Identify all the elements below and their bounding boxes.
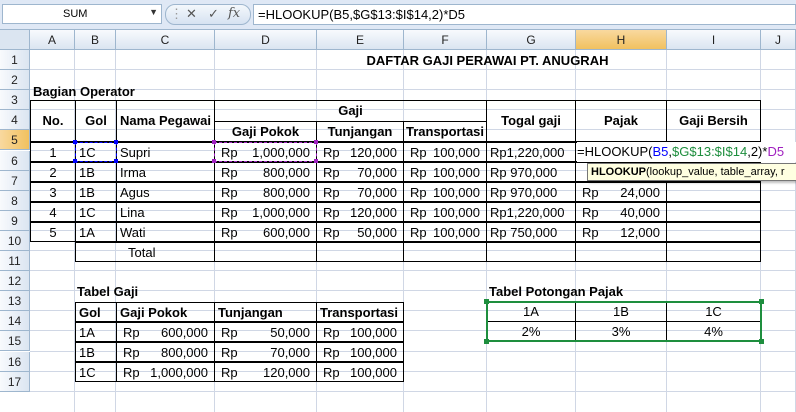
currency-label: Rp: [410, 145, 427, 160]
cell-transportasi[interactable]: [403, 142, 487, 162]
formula-bar: [0, 0, 796, 30]
currency-label: Rp: [323, 225, 340, 240]
cell-no[interactable]: 3: [30, 182, 76, 202]
currency-label: Rp: [221, 225, 238, 240]
cell-pajak[interactable]: [575, 182, 667, 202]
currency-label: Rp: [123, 345, 140, 360]
tooltip-function-name[interactable]: HLOOKUP: [591, 166, 646, 178]
amount: 70,000: [357, 185, 397, 200]
cell-bersih[interactable]: [666, 222, 761, 242]
total-pajak[interactable]: [575, 242, 667, 262]
ref-handle[interactable]: [314, 159, 318, 163]
currency-label: Rp: [221, 145, 238, 160]
currency-label: Rp: [123, 325, 140, 340]
column-header-j[interactable]: J: [761, 30, 796, 50]
cell-tunjangan[interactable]: [316, 182, 404, 202]
tooltip-args: (lookup_value, table_array, r: [646, 166, 785, 178]
tabel-gaji-title[interactable]: Tabel Gaji: [77, 284, 139, 299]
total-tunjangan[interactable]: [316, 242, 404, 262]
cell-gol[interactable]: 1C: [75, 202, 117, 222]
enter-icon[interactable]: ✓: [208, 6, 219, 21]
tabel-gaji-cell[interactable]: [116, 342, 215, 362]
column-header-b[interactable]: B: [75, 30, 116, 50]
cell-nama[interactable]: Lina: [116, 202, 215, 222]
header-nama[interactable]: Nama Pegawai: [116, 100, 215, 142]
header-transportasi[interactable]: Transportasi: [403, 121, 487, 142]
amount: 1,000,000: [252, 145, 310, 160]
row-header-1[interactable]: 1: [0, 50, 30, 70]
row-header-5[interactable]: 5: [0, 130, 30, 150]
amount: 120,000: [350, 205, 397, 220]
amount: 50,000: [357, 225, 397, 240]
header-no[interactable]: No.: [30, 100, 76, 142]
tabel-gaji-cell[interactable]: 1B: [75, 342, 117, 362]
row-header-17[interactable]: 17: [0, 372, 30, 392]
range-highlight: [486, 301, 762, 342]
ref-highlight-b5: [75, 142, 117, 162]
range-handle[interactable]: [759, 299, 764, 304]
amount: 1,000,000: [150, 365, 208, 380]
amount: 70,000: [357, 165, 397, 180]
cell-no[interactable]: 4: [30, 202, 76, 222]
formula-sep: ,: [668, 144, 673, 159]
amount: 70,000: [270, 345, 310, 360]
cell-no[interactable]: 5: [30, 222, 76, 242]
cell-gaji-pokok[interactable]: [214, 162, 317, 182]
currency-label: Rp: [323, 185, 340, 200]
header-total-gaji[interactable]: Togal gaji: [486, 100, 576, 142]
row-header-16[interactable]: 16: [0, 352, 30, 372]
tabel-pajak-rate[interactable]: 4%: [667, 322, 761, 342]
currency-label: Rp: [123, 365, 140, 380]
currency-label: Rp: [221, 205, 238, 220]
formula-mid: ,2)*: [747, 144, 768, 159]
row-header-15[interactable]: 15: [0, 331, 30, 351]
cell-transportasi[interactable]: [403, 182, 487, 202]
tabel-gaji-header[interactable]: Gaji Pokok: [116, 302, 215, 322]
tabel-gaji-cell[interactable]: [214, 342, 317, 362]
chevron-down-icon[interactable]: ▼: [149, 7, 158, 17]
cell-gol[interactable]: 1A: [75, 222, 117, 242]
amount: 40,000: [620, 205, 660, 220]
total-total-gaji[interactable]: [486, 242, 576, 262]
total-label[interactable]: Total: [75, 242, 215, 262]
amount: 120,000: [263, 365, 310, 380]
header-gol[interactable]: Gol: [75, 100, 117, 142]
formula-ref-d5: D5: [767, 144, 785, 159]
column-header-a[interactable]: A: [30, 30, 75, 50]
name-box-value: SUM: [63, 8, 88, 20]
cell-tunjangan[interactable]: [316, 162, 404, 182]
row-header-2[interactable]: 2: [0, 70, 30, 90]
row-header-8[interactable]: 8: [0, 191, 30, 211]
row-header-6[interactable]: 6: [0, 151, 30, 171]
amount: 100,000: [433, 165, 480, 180]
amount: 800,000: [161, 345, 208, 360]
amount: 100,000: [433, 185, 480, 200]
currency-label: Rp: [221, 165, 238, 180]
cell-nama[interactable]: Wati: [116, 222, 215, 242]
column-header-h[interactable]: H: [576, 30, 667, 50]
ref-highlight-d5: [214, 142, 317, 162]
currency-label: Rp: [323, 205, 340, 220]
currency-label: Rp: [221, 365, 238, 380]
formula-input[interactable]: =HLOOKUP(B5,$G$13:$I$14,2)*D5: [253, 4, 796, 25]
currency-label: Rp: [323, 145, 340, 160]
row-header-13[interactable]: 13: [0, 291, 30, 311]
total-gaji-bersih[interactable]: [666, 242, 761, 262]
tabel-gaji-header[interactable]: Transportasi: [316, 302, 404, 322]
currency-label: Rp: [323, 165, 340, 180]
tabel-pajak-gol[interactable]: 1A: [487, 302, 576, 322]
header-gaji-pokok[interactable]: Gaji Pokok: [214, 121, 317, 142]
header-gaji-bersih[interactable]: Gaji Bersih: [666, 100, 761, 142]
ref-handle[interactable]: [212, 159, 216, 163]
amount: 120,000: [350, 145, 397, 160]
cell-tunjangan[interactable]: [316, 222, 404, 242]
select-all-corner[interactable]: [0, 30, 30, 50]
cell-nama[interactable]: Agus: [116, 182, 215, 202]
formula-prefix: =HLOOKUP(: [577, 144, 653, 159]
cell-transportasi[interactable]: [403, 202, 487, 222]
cell-nama[interactable]: Irma: [116, 162, 215, 182]
currency-label: Rp: [410, 165, 427, 180]
column-header-c[interactable]: C: [116, 30, 215, 50]
formula-buttons: [165, 4, 251, 25]
tabel-pajak-gol[interactable]: 1B: [576, 302, 667, 322]
amount: 100,000: [350, 365, 397, 380]
amount: 100,000: [433, 225, 480, 240]
row-header-9[interactable]: 9: [0, 211, 30, 231]
row-header-12[interactable]: 12: [0, 271, 30, 291]
currency-label: Rp: [221, 185, 238, 200]
amount: 24,000: [620, 185, 660, 200]
row-header-11[interactable]: 11: [0, 251, 30, 271]
tabel-gaji-cell[interactable]: [214, 362, 317, 382]
currency-label: Rp: [410, 225, 427, 240]
column-header-d[interactable]: D: [215, 30, 317, 50]
grip-icon: ⋮: [170, 6, 183, 21]
currency-label: Rp: [582, 205, 599, 220]
amount: 800,000: [263, 165, 310, 180]
cell-tunjangan[interactable]: [316, 142, 404, 162]
column-header-g[interactable]: G: [487, 30, 576, 50]
currency-label: Rp: [323, 365, 340, 380]
currency-label: Rp: [582, 225, 599, 240]
formula-ref-range: $G$13:$I$14: [672, 144, 748, 159]
cell-tunjangan[interactable]: [316, 202, 404, 222]
insert-function-icon[interactable]: fx: [228, 6, 241, 21]
tabel-gaji-cell[interactable]: [316, 322, 404, 342]
tabel-gaji-cell[interactable]: 1C: [75, 362, 117, 382]
amount: 100,000: [433, 205, 480, 220]
header-tunjangan[interactable]: Tunjangan: [316, 121, 404, 142]
gridline: [30, 391, 796, 392]
tabel-pajak-rate[interactable]: 2%: [487, 322, 576, 342]
cell-total[interactable]: Rp 750,000: [486, 222, 576, 242]
currency-label: Rp: [221, 345, 238, 360]
tabel-gaji-cell[interactable]: [116, 322, 215, 342]
function-tooltip[interactable]: [587, 163, 796, 181]
total-transportasi[interactable]: [403, 242, 487, 262]
currency-label: Rp: [410, 205, 427, 220]
tabel-gaji-header[interactable]: Gol: [75, 302, 117, 322]
tabel-gaji-cell[interactable]: [116, 362, 215, 382]
column-header-i[interactable]: I: [667, 30, 761, 50]
cell-total[interactable]: Rp 970,000: [486, 162, 576, 182]
cell-total[interactable]: Rp1,220,000: [486, 202, 576, 222]
cell-gaji-pokok[interactable]: [214, 202, 317, 222]
row-header-14[interactable]: 14: [0, 311, 30, 331]
amount: 600,000: [161, 325, 208, 340]
row-header-10[interactable]: 10: [0, 231, 30, 251]
cell-pajak[interactable]: [575, 222, 667, 242]
currency-label: Rp: [410, 185, 427, 200]
amount: 12,000: [620, 225, 660, 240]
total-gaji-pokok[interactable]: [214, 242, 317, 262]
tabel-gaji-cell[interactable]: 1A: [75, 322, 117, 342]
gridline: [30, 270, 796, 271]
range-handle[interactable]: [484, 339, 489, 344]
currency-label: Rp: [323, 345, 340, 360]
tabel-pajak-rate[interactable]: 3%: [576, 322, 667, 342]
cell-no[interactable]: 2: [30, 162, 76, 182]
cancel-icon[interactable]: ✕: [186, 6, 197, 21]
amount: 800,000: [263, 185, 310, 200]
column-header-f[interactable]: F: [404, 30, 487, 50]
amount: 100,000: [433, 145, 480, 160]
cell-bersih[interactable]: [666, 202, 761, 222]
editing-cell-h5[interactable]: [577, 142, 796, 162]
cell-nama[interactable]: Supri: [116, 142, 215, 162]
ref-handle[interactable]: [314, 140, 318, 144]
row-header-3[interactable]: 3: [0, 90, 30, 110]
name-box[interactable]: [2, 4, 162, 24]
amount: 50,000: [270, 325, 310, 340]
cell-gol[interactable]: 1C: [75, 142, 117, 162]
amount: 600,000: [263, 225, 310, 240]
tabel-pajak-title[interactable]: Tabel Potongan Pajak: [489, 284, 624, 299]
cell-gaji-pokok[interactable]: [214, 182, 317, 202]
amount: 100,000: [350, 345, 397, 360]
ref-handle[interactable]: [73, 140, 77, 144]
header-gaji[interactable]: Gaji: [214, 100, 487, 122]
amount: 1,000,000: [252, 205, 310, 220]
section-label[interactable]: Bagian Operator: [33, 84, 135, 99]
cell-transportasi[interactable]: [403, 162, 487, 182]
cell-gol[interactable]: 1B: [75, 162, 117, 182]
tabel-pajak-gol[interactable]: 1C: [667, 302, 761, 322]
tabel-gaji-cell[interactable]: [214, 322, 317, 342]
sheet-title[interactable]: DAFTAR GAJI PERAWAI PT. ANUGRAH: [366, 53, 609, 68]
formula-ref-b5: B5: [652, 144, 669, 159]
ref-handle[interactable]: [114, 140, 118, 144]
ref-handle[interactable]: [73, 159, 77, 163]
currency-label: Rp: [323, 325, 340, 340]
ref-handle[interactable]: [114, 159, 118, 163]
column-header-e[interactable]: E: [317, 30, 404, 50]
cell-gol[interactable]: 1B: [75, 182, 117, 202]
cell-total[interactable]: Rp 970,000: [486, 182, 576, 202]
cell-pajak[interactable]: [575, 202, 667, 222]
cell-no[interactable]: 1: [30, 142, 76, 162]
currency-label: Rp: [221, 325, 238, 340]
ref-handle[interactable]: [212, 140, 216, 144]
cell-transportasi[interactable]: [403, 222, 487, 242]
tabel-gaji-header[interactable]: Tunjangan: [214, 302, 317, 322]
amount: 100,000: [350, 325, 397, 340]
header-pajak[interactable]: Pajak: [575, 100, 667, 142]
tabel-gaji-cell[interactable]: [316, 362, 404, 382]
range-handle[interactable]: [759, 339, 764, 344]
cell-total[interactable]: Rp1,220,000: [486, 142, 576, 162]
range-handle[interactable]: [484, 299, 489, 304]
cell-gaji-pokok[interactable]: [214, 222, 317, 242]
tabel-gaji-cell[interactable]: [316, 342, 404, 362]
currency-label: Rp: [582, 185, 599, 200]
row-header-4[interactable]: 4: [0, 110, 30, 130]
cell-bersih[interactable]: [666, 182, 761, 202]
row-header-7[interactable]: 7: [0, 171, 30, 191]
